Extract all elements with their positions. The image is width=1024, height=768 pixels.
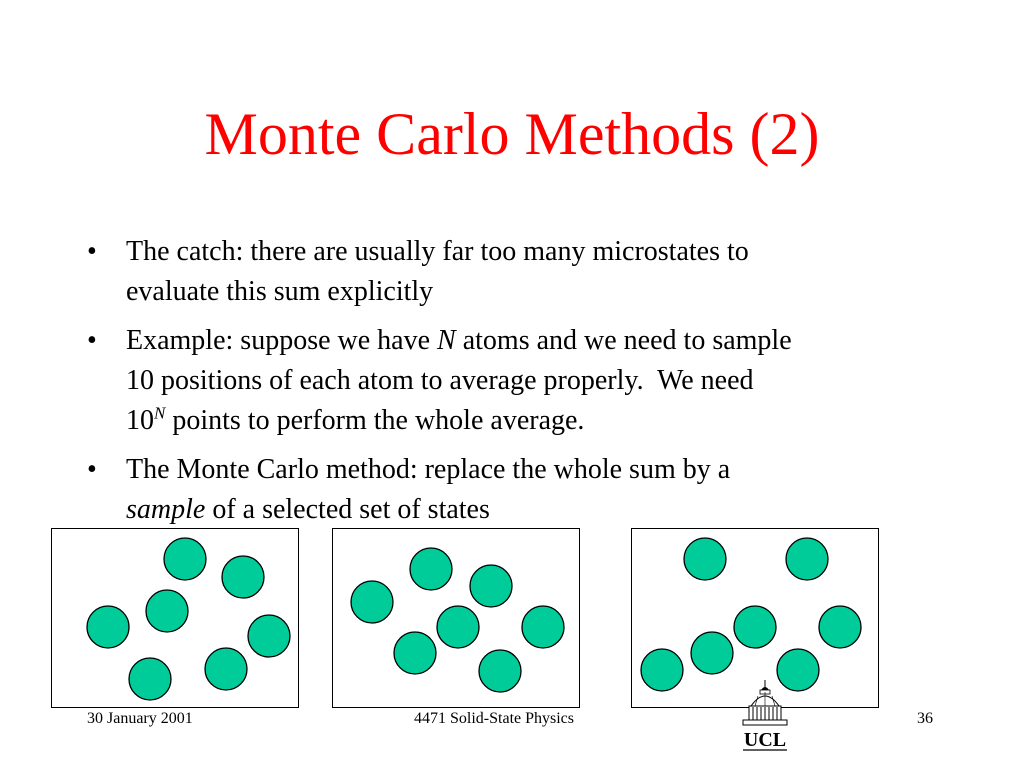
bullet-3-italic-sample: sample — [126, 494, 206, 525]
footer-page-number: 36 — [917, 710, 933, 727]
bullet-item-1 — [87, 232, 957, 312]
atom-circle — [819, 606, 861, 648]
atom-circle — [734, 606, 776, 648]
atom-circle — [394, 632, 436, 674]
atom-circle — [164, 538, 206, 580]
atom-circle — [522, 606, 564, 648]
bullet-2-line-2: 10 positions of each atom to average properly. We need — [126, 365, 754, 396]
footer-course: 4471 Solid-State Physics — [414, 710, 575, 727]
bullet-glyph: • — [87, 454, 97, 485]
atom-circle — [786, 538, 828, 580]
bullet-2-superscript: N — [154, 403, 166, 423]
ucl-logo-graphic — [735, 680, 795, 760]
bullet-2-italic-n: N — [437, 325, 456, 356]
atom-circle — [146, 590, 188, 632]
atom-circle — [684, 538, 726, 580]
atom-circle — [87, 606, 129, 648]
bullet-3-line-2-rest: of a selected set of states — [205, 494, 490, 525]
atom-circle — [691, 632, 733, 674]
atom-circle — [222, 556, 264, 598]
microstate-panel-1 — [51, 528, 299, 708]
bullet-1-line-2: evaluate this sum explicitly — [126, 276, 434, 307]
bullet-glyph: • — [87, 236, 97, 267]
bullet-3-line-1: The Monte Carlo method: replace the whole sum by a — [126, 454, 731, 485]
microstate-panel-1-atoms — [52, 529, 300, 709]
bullet-list — [87, 232, 957, 539]
atom-circle — [129, 658, 171, 700]
bullet-item-3 — [87, 450, 957, 530]
atom-circle — [641, 649, 683, 691]
atom-circle — [479, 650, 521, 692]
ucl-logo — [735, 680, 795, 765]
microstate-panel-2-atoms — [333, 529, 581, 709]
bullet-2-line-1a: Example: suppose we have — [126, 325, 438, 356]
atom-circle — [470, 565, 512, 607]
bullet-2-line-3-rest: points to perform the whole average. — [165, 405, 585, 436]
atom-circle — [437, 606, 479, 648]
bullet-1-line-1: The catch: there are usually far too many microstates to — [126, 236, 749, 267]
bullet-2-line-3-base: 10 — [126, 405, 154, 436]
atom-circle — [205, 648, 247, 690]
slide-title: Monte Carlo Methods (2) — [204, 101, 820, 167]
bullet-item-2 — [87, 321, 957, 441]
atom-circle — [248, 615, 290, 657]
atom-circle — [351, 581, 393, 623]
bullet-2-line-1b: atoms and we need to sample — [455, 325, 792, 356]
ucl-logo-text: UCL — [743, 729, 787, 751]
atom-circle — [410, 548, 452, 590]
bullet-glyph: • — [87, 325, 97, 356]
microstate-panel-2 — [332, 528, 580, 708]
footer-date: 30 January 2001 — [87, 710, 193, 727]
